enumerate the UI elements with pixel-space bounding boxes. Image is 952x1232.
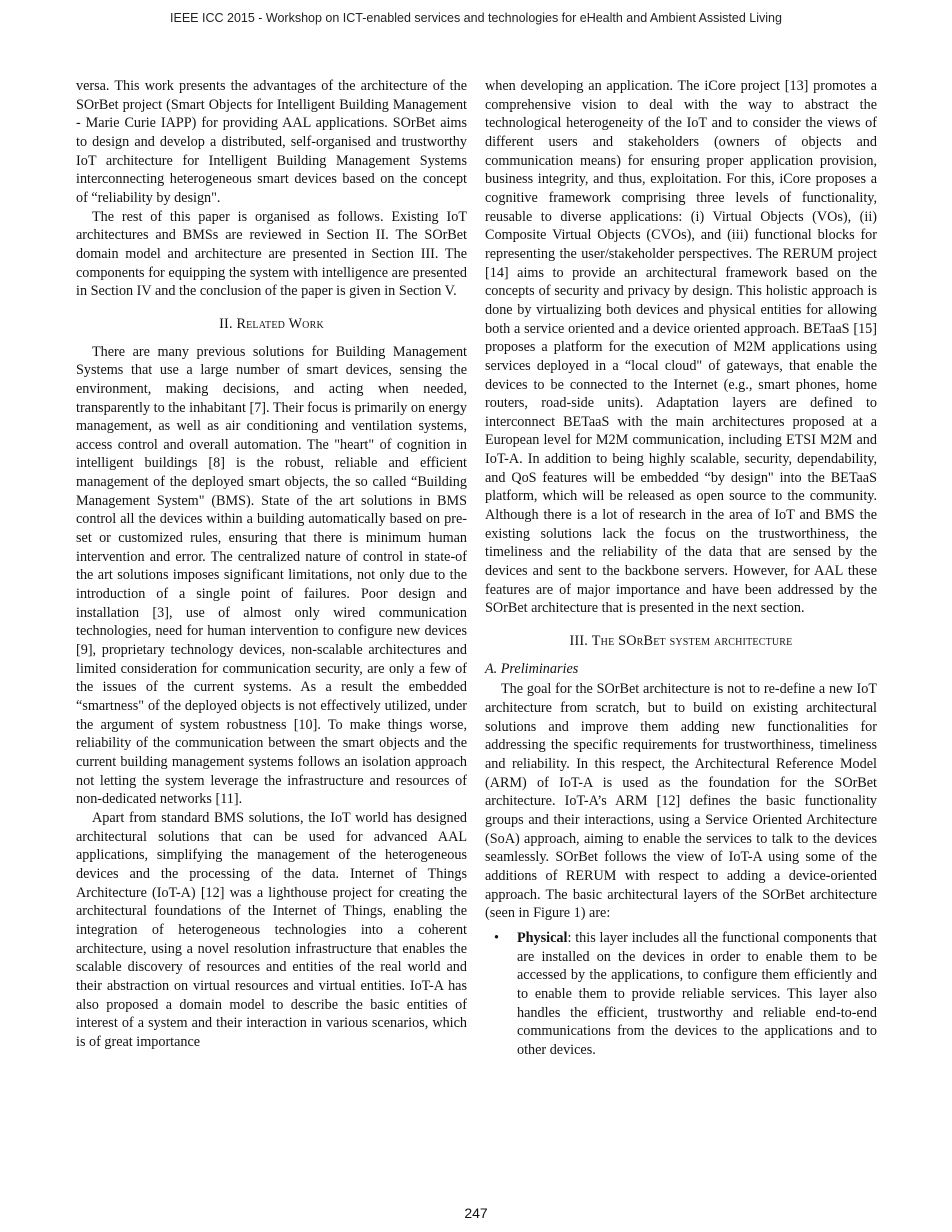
section-title: The SOrBet system architecture xyxy=(591,633,793,650)
section-number: III. xyxy=(569,633,589,650)
page-number: 247 xyxy=(464,1205,488,1221)
section-title: Related Work xyxy=(236,315,324,332)
subsection-heading: A. Preliminaries xyxy=(485,660,579,677)
section-heading xyxy=(76,315,467,334)
bullet-term: Physical xyxy=(517,929,568,946)
running-header: IEEE ICC 2015 - Workshop on ICT-enabled services and technologies for eHealth and Ambient Assisted Living xyxy=(170,11,782,25)
paragraph: versa. This work presents the advantages of the architecture of the SOrBet project (Smart Objects for Intelligent Building Management - Marie Curie IAPP) for providing AAL applications. SOrBet aims to design and develop a distributed, self-organised and trustworthy IoT architecture for Intelligent Building Management Systems interconnecting heterogeneous smart devices based on the concept of “reliability by design". xyxy=(76,78,467,206)
bullet-icon: • xyxy=(494,929,499,946)
paragraph: when developing an application. The iCore project [13] promotes a comprehensive vision to deal with the way to abstract the technological heterogeneity of the IoT and to consider the views of different users and stakeholders (owners of objects and communication means) for ensuring proper application provision, business integrity, and thus, exploitation. For this, iCore proposes a cognitive framework comprising three levels of functionality, reusable to diverse applications: (i) Virtual Objects (VOs), (ii) Composite Virtual Objects (CVOs), and (iii) functional blocks for representing the user/stakeholder perspectives. The RERUM project [14] aims to provide an architectural framework based on the concepts of security and privacy by design. This holistic approach is done by virtualizing both devices and physical entities for allowing both a service oriented and a device oriented approach. BETaaS [15] proposes a platform for the execution of M2M applications using services deployed in a “local cloud" of gateways, that enable the devices to be connected to the Internet (e.g., smart phones, home routers, road-side units). Adaptation layers are defined to interconnect BETaaS with the main architectures proposed at a European level for M2M communication, including ETSI M2M and IoT-A. In addition to being highly scalable, security, dependability, and QoS features will be embedded “by design" into the BETaaS platform, which will be released as open source to the community. Although there is a lot of research in the area of IoT and BMS the existing solutions lack the focus on the trustworthiness, the timeliness and the reliability of the data that are sensed by the devices and sent to the backbone servers. However, for AAL these features are of major importance and have been addressed by the SOrBet architecture that is presented in the next section. xyxy=(485,78,877,617)
paragraph: There are many previous solutions for Building Management Systems that use a large number of smart devices, sensing the environment, making decisions, and acting when needed, transparently to the inhabitant [7]. Their focus is primarily on energy management, as well as air conditioning and ventilation systems, access control and overall automation. The "heart" of cognition in intelligent buildings [8] is the robust, reliable and efficient management of the deployed smart objects, the so called “Building Management System" (BMS). State of the art solutions in BMS control all the devices within a building automatically based on pre-set or customized rules, ensuring that there is minimum human intervention and error. The centralized nature of control in state-of the art solutions imposes significant limitations, not only due to the introduction of a single point of failures. Poor design and installation [3], use of almost only wired communication technologies, need for human intervention to configure new devices [9], proprietary technology devices, non-scalable architectures and limited consideration for communication security, are only a few of the issues of the current systems. As a result the embedded “smartness" of the deployed objects is not effectively utilized, under the argument of system robustness [10]. To make things worse, reliability of the communication between the smart objects and the current building management systems follows an isolation approach not letting the system leverage the infrastructure and resources of non-dedicated networks [11]. xyxy=(76,343,467,808)
right-column xyxy=(485,77,877,1059)
left-column xyxy=(76,77,467,1051)
bullet-text: : this layer includes all the functional components that are installed on the devices in order to enable them to be accessed by the applications, to configure them efficiently and to enable them to provide reliable services. This layer also handles the efficient, trustworthy and reliable end-to-end communications from the devices to the applications and to other devices. xyxy=(517,929,877,1058)
section-heading xyxy=(485,632,877,651)
bullet-list xyxy=(485,929,877,1060)
section-number: II. xyxy=(219,315,233,332)
paragraph: Apart from standard BMS solutions, the IoT world has designed architectural solutions that can be used for advanced AAL applications, simplifying the management of the heterogeneous devices and the processing of the data. Internet of Things Architecture (IoT-A) [12] was a lighthouse project for creating the architectural foundations of the Internet of Things, enabling the integration of heterogeneous technologies into a coherent architecture, using a novel resolution infrastructure that enables the scalable discovery of resources and entities of the real world and their abstraction on virtual resources and virtual entities. IoT-A has also proposed a domain model to describe the basic entities of interest of a system and their interaction in various scenarios, which is of great importance xyxy=(76,809,467,1050)
list-item xyxy=(494,929,877,1060)
paragraph: The goal for the SOrBet architecture is not to re-define a new IoT architecture from scratch, but to build on existing architectural solutions and improve them adding new functionalities for addressing the specific requirements for trustworthiness, timeliness and reliability. In this respect, the Architectural Reference Model (ARM) of IoT-A is used as the foundation for the SOrBet architecture. IoT-A’s ARM [12] defines the basic functionality groups and their interactions, using a Service Oriented Architecture (SoA) approach, aiming to enable the services to talk to the devices seamlessly. SOrBet follows the view of IoT-A using some of the additions of RERUM with respect to adding a device-oriented approach. The basic architectural layers of the SOrBet architecture (seen in Figure 1) are: xyxy=(485,681,877,922)
paragraph: The rest of this paper is organised as follows. Existing IoT architectures and BMSs are reviewed in Section II. The SOrBet domain model and architecture are presented in Section III. The components for equipping the system with intelligence are presented in Section IV and the conclusion of the paper is given in Section V. xyxy=(76,208,467,300)
